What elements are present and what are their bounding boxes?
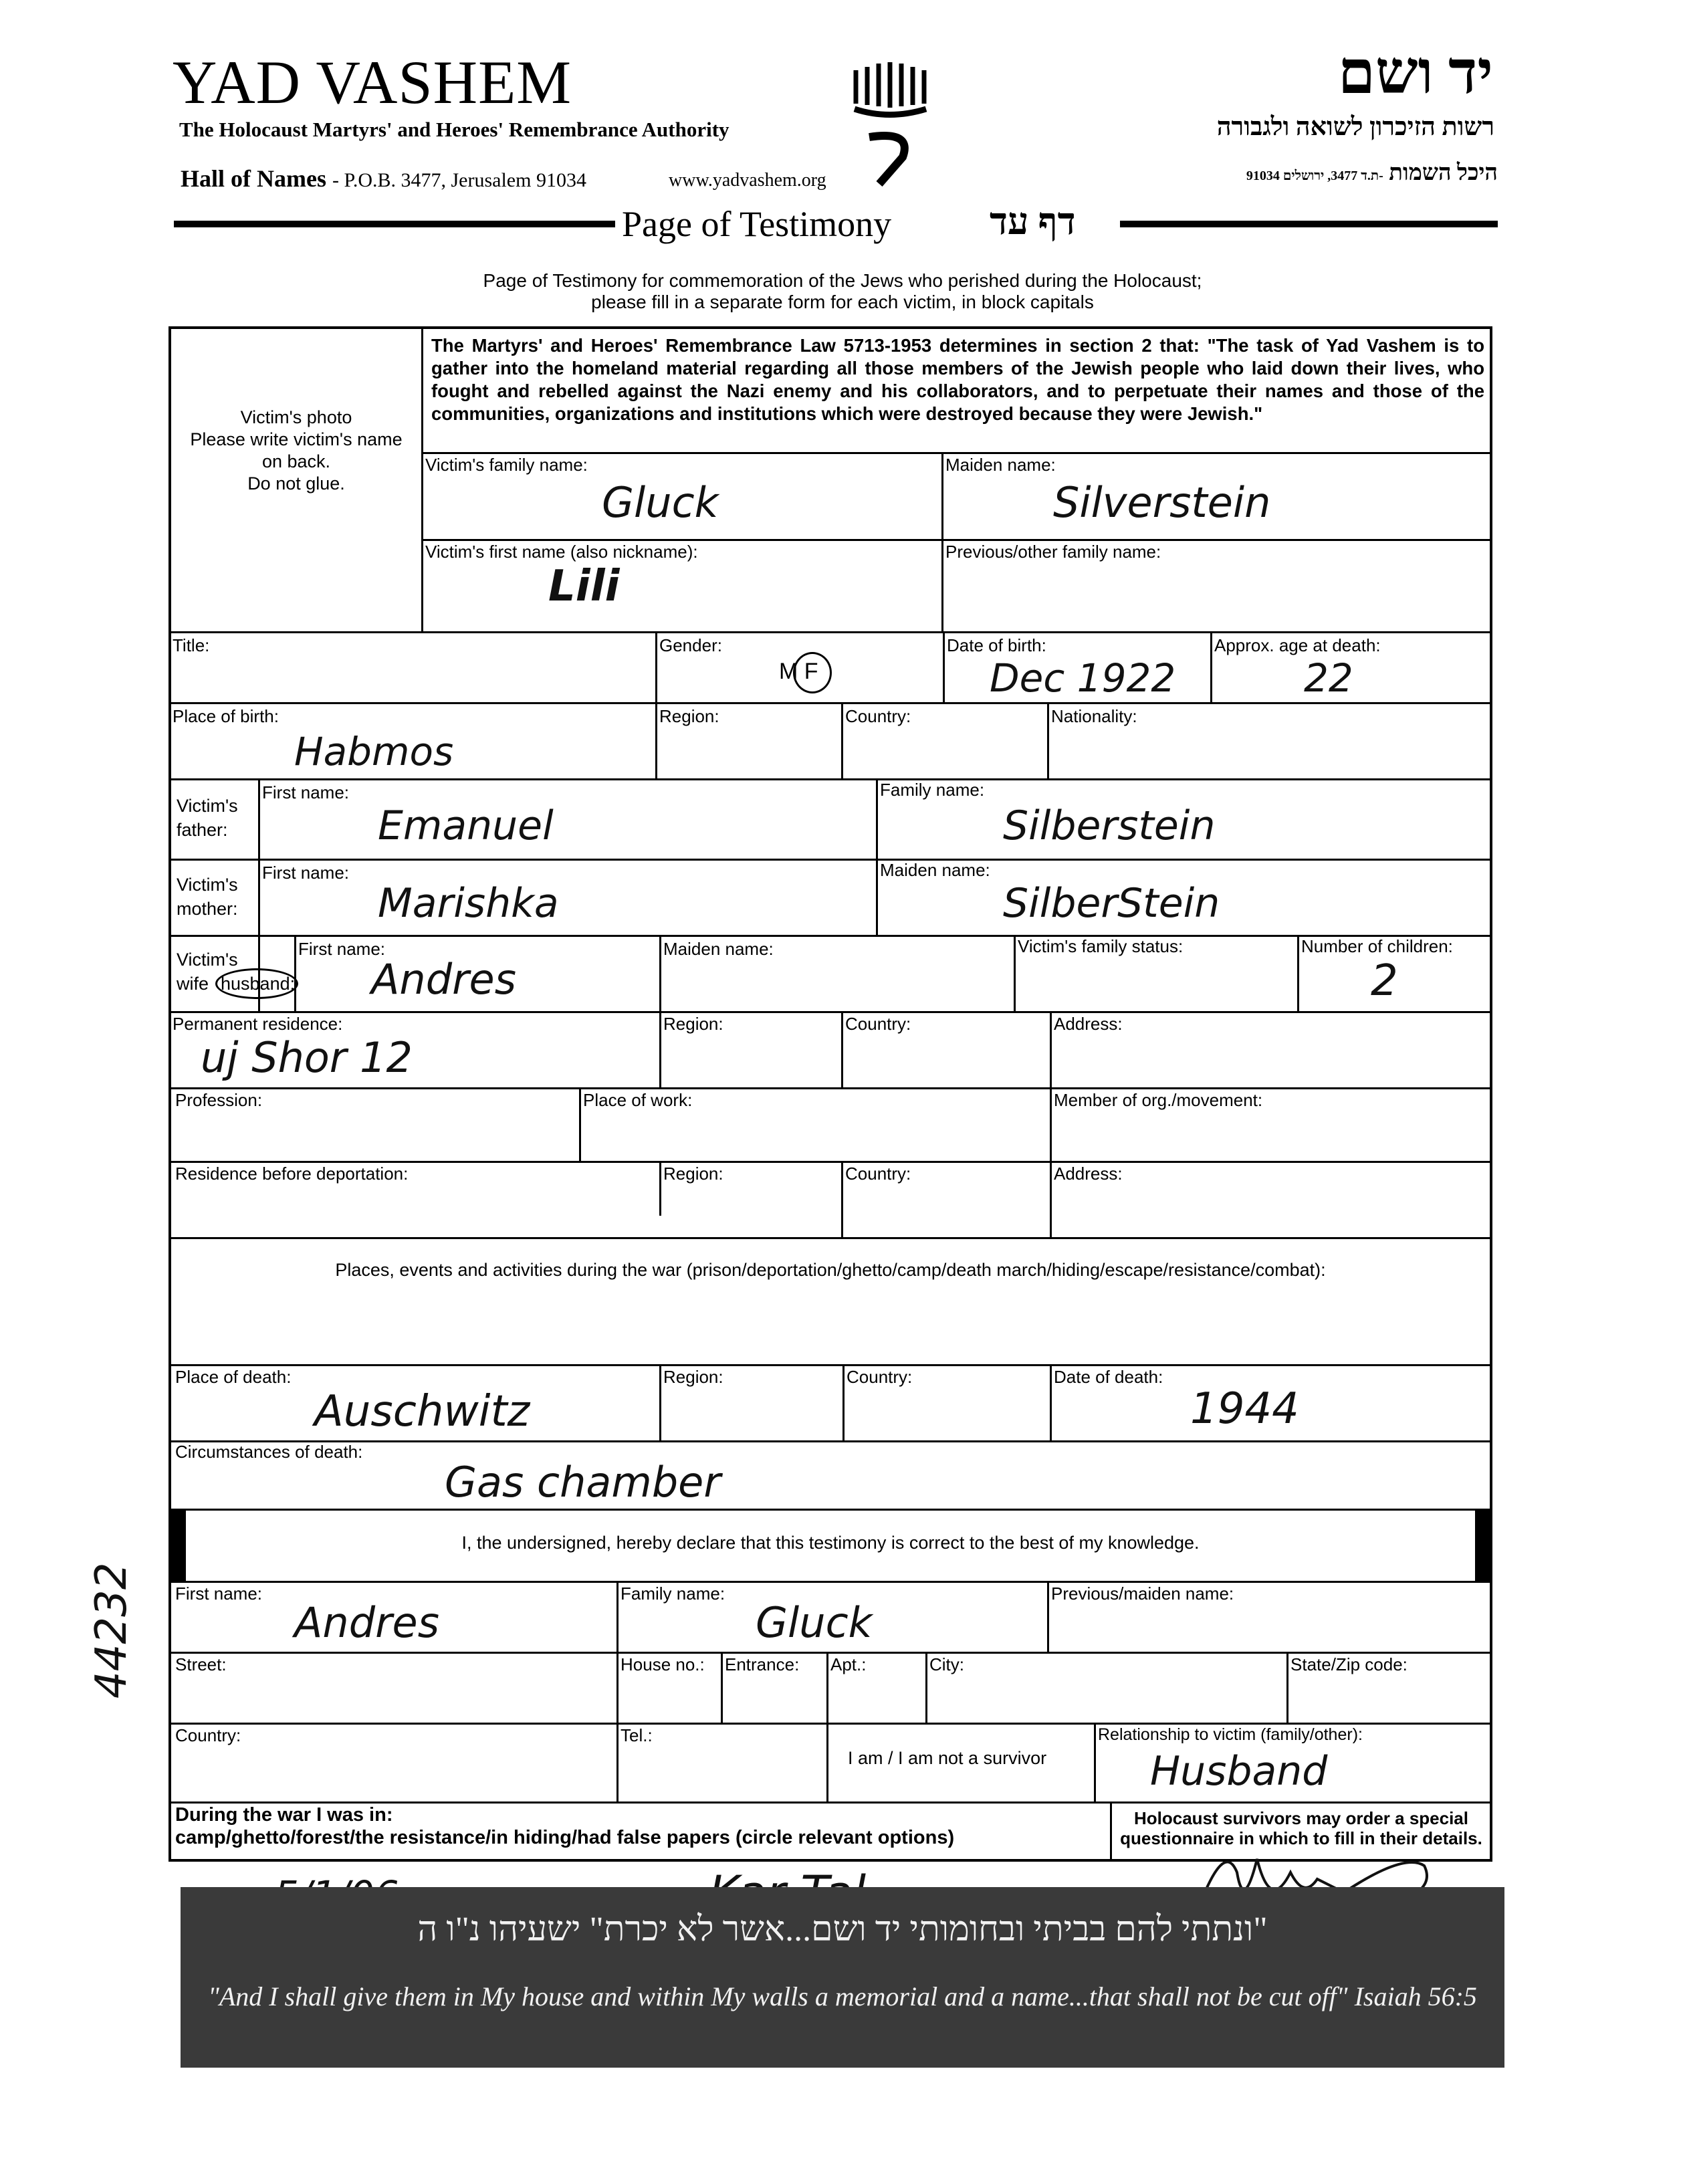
hebrew-quote: "ונתתי להם בביתי ובחומותי יד ושם...אשר לא יכרת" ישעיהו נ"ו ה [417,1910,1268,1949]
row-prof-top [168,1087,1492,1089]
father-first-label: First name: [262,782,350,802]
row-places-top [168,1237,1492,1239]
div-sub-family [1047,1581,1049,1653]
intro-line-2: please fill in a separate form for each victim, in block capitals [591,292,1094,312]
div-region-country [841,702,843,780]
father-family-value[interactable]: Silberstein [1003,802,1216,849]
num-children-value[interactable]: 2 [1371,956,1398,1006]
hebrew-subtitle: רשות הזיכרון לשואה ולגבורה [1216,113,1494,141]
place-birth-label: Place of birth: [173,706,279,726]
row-during-top [168,1801,1492,1804]
circumstances-label: Circumstances of death: [175,1442,363,1462]
website: www.yadvashem.org [669,170,826,191]
row-sub-top [168,1581,1492,1583]
div-house-entrance [721,1652,723,1724]
div-death-region [659,1364,661,1442]
hebrew-hall-line [1160,160,1498,186]
city-label: City: [929,1654,964,1674]
num-children-label: Number of children: [1301,936,1453,956]
survivors-order-line-1: Holocaust survivors may order a special [1134,1808,1468,1828]
div-maiden-status [1014,935,1016,1012]
place-birth-value[interactable]: Habmos [294,729,454,774]
perm-res-label: Permanent residence: [173,1014,343,1034]
spouse-maiden-label: Maiden name: [663,939,774,959]
rb-country-label: Country: [845,1164,911,1184]
date-death-value[interactable]: 1944 [1190,1384,1299,1434]
row-country-top [168,1723,1492,1725]
rb-address-label: Address: [1054,1164,1123,1184]
dob-value[interactable]: Dec 1922 [990,655,1176,701]
photo-divider [421,326,423,633]
div-status-children [1297,935,1299,1012]
title-rule-right [1120,221,1498,227]
hebrew-hall: היכל השמות [1389,160,1498,185]
form-border-top [168,326,1492,329]
row-res-top [168,1011,1492,1013]
margin-number: 44232 [87,1562,136,1699]
row-street-top [168,1652,1492,1654]
birth-region-label: Region: [659,706,719,726]
div-prof-work [579,1087,581,1162]
row-resbefore-top [168,1161,1492,1163]
row-father-top [168,778,1492,780]
apt-label: Apt.: [830,1654,867,1674]
place-work-label: Place of work: [583,1090,693,1110]
hebrew-address: -ת.ד 3477, ירושלים 91034 [1246,169,1383,183]
row-title-top [168,631,1492,633]
photo-line-3: on back. [261,451,331,471]
first-name-value[interactable]: Lili [548,562,620,611]
div-res-address [1050,1011,1052,1238]
mother-label-1: Victim's [177,875,238,895]
country-label: Country: [175,1725,241,1745]
mother-first-value[interactable]: Marishka [378,880,559,927]
sub-first-label: First name: [175,1584,263,1604]
gender-options[interactable]: M F [779,659,818,684]
sub-prev-maiden-label: Previous/maiden name: [1051,1584,1234,1604]
div-country-nat [1047,702,1049,780]
spouse-label-wife[interactable]: wife [177,974,209,994]
circumstances-value[interactable]: Gas chamber [445,1458,721,1507]
org-subtitle: The Holocaust Martyrs' and Heroes' Remembrance Authority [179,118,729,141]
rb-region-label: Region: [663,1164,723,1184]
div-res-country [841,1011,843,1089]
div-city-zip [1286,1652,1288,1724]
survivor-label[interactable]: I am / I am not a survivor [848,1748,1047,1768]
page-title-hebrew: דף עד [990,201,1076,243]
row-death-top [168,1364,1492,1366]
quote-banner [181,1887,1504,2068]
photo-line-4: Do not glue. [247,473,345,494]
res-country-label: Country: [845,1014,911,1034]
div-apt-city [925,1652,927,1724]
intro-line-1: Page of Testimony for commemoration of the Jews who perished during the Holocaust; [483,270,1202,291]
hall-of-names-label: Hall of Names [181,165,326,192]
law-text: The Martyrs' and Heroes' Remembrance Law 5713-1953 determines in section 2 that: "The task of Yad Vashem is to gather into the homeland material regarding all those members of the Jewish people who laid down their lives, who fought and rebelled against the Nazi enemy and his collaborators, and to perpetuate their names and those of the communities, organizations and institutions which were destroyed because they were Jewish." [431,335,1484,424]
spouse-first-label: First name: [298,939,386,959]
first-name-label: Victim's first name (also nickname): [425,542,698,562]
places-events-label: Places, events and activities during the war (prison/deportation/ghetto/camp/death march/hiding/escape/resistance/combat): [335,1260,1326,1280]
row-birth-top [168,702,1492,704]
date-death-label: Date of death: [1054,1367,1163,1387]
profession-label: Profession: [175,1090,263,1110]
page-title: Page of Testimony [622,204,892,244]
name-row-rule [421,539,1491,541]
photo-line-2: Please write victim's name [190,429,403,449]
org-name: YAD VASHEM [173,48,572,116]
spouse-first-value[interactable]: Andres [371,955,516,1004]
div-dob-age [1210,631,1212,703]
house-no-label: House no.: [621,1654,705,1674]
birth-country-label: Country: [845,706,911,726]
tel-label: Tel.: [621,1725,653,1745]
div-spouse-maiden [659,935,661,1216]
mother-maiden-value[interactable]: SilberStein [1003,880,1220,927]
member-org-label: Member of org./movement: [1054,1090,1263,1110]
hebrew-name: יד ושם [1337,40,1493,106]
title-label: Title: [173,635,210,655]
row-circ-top [168,1440,1492,1442]
row-mother-top [168,859,1492,861]
gender-label: Gender: [659,635,722,655]
death-region-label: Region: [663,1367,723,1387]
declaration-text: I, the undersigned, hereby declare that this testimony is correct to the best of my knowledge. [461,1533,1200,1553]
state-zip-label: State/Zip code: [1290,1654,1408,1674]
husband-circle [215,968,298,999]
row-spouse-top [168,935,1492,937]
father-first-value[interactable]: Emanuel [378,802,554,849]
photo-line-1: Victim's photo [240,407,352,427]
row-decl-top [168,1509,1492,1511]
div-survivor-rel [1094,1723,1096,1803]
age-death-value[interactable]: 22 [1304,655,1353,701]
sub-first-value[interactable]: Andres [294,1598,439,1647]
sub-family-label: Family name: [621,1584,725,1604]
photo-box[interactable] [171,407,421,495]
decl-bar-right [1475,1511,1490,1583]
nationality-label: Nationality: [1051,706,1137,726]
during-war-line-1: During the war I was in: [175,1804,393,1826]
family-name-label: Victim's family name: [425,455,588,475]
res-address-label: Address: [1054,1014,1123,1034]
prev-family-label: Previous/other family name: [945,542,1161,562]
mother-label-2: mother: [177,899,238,919]
sub-family-value[interactable]: Gluck [756,1598,873,1647]
mother-first-label: First name: [262,863,350,883]
father-label-1: Victim's [177,796,238,816]
place-death-value[interactable]: Auschwitz [314,1387,530,1436]
decl-bar-left [171,1511,186,1583]
death-country-label: Country: [847,1367,913,1387]
form-border-right [1490,326,1492,1862]
street-label: Street: [175,1654,227,1674]
div-title-gender [655,631,657,780]
mother-maiden-label: Maiden name: [880,860,990,880]
during-war-line-2[interactable]: camp/ghetto/forest/the resistance/in hiding/had false papers (circle relevant options) [175,1827,955,1848]
family-status-label: Victim's family status: [1018,936,1184,956]
law-bottom-rule [421,452,1491,454]
maiden-name-label: Maiden name: [945,455,1056,475]
father-label-2: father: [177,820,228,840]
place-death-label: Place of death: [175,1367,292,1387]
div-gender-dob [943,631,945,703]
survivors-order-line-2: questionnaire in which to fill in their details. [1120,1828,1482,1848]
menorah-logo-icon [849,57,943,191]
form-border-left [168,326,171,1862]
dob-label: Date of birth: [947,635,1046,655]
name-col-divider [941,452,943,633]
spouse-label-1: Victim's [177,950,238,970]
div-rb-country [841,1161,843,1238]
entrance-label: Entrance: [725,1654,800,1674]
div-during-order [1110,1801,1112,1860]
relationship-value[interactable]: Husband [1150,1748,1328,1795]
spouse-label-husband[interactable]: husband: [221,974,296,994]
relationship-label: Relationship to victim (family/other): [1098,1725,1363,1744]
father-family-label: Family name: [880,780,985,800]
english-quote: "And I shall give them in My house and within My walls a memorial and a name...that shall not be cut off" Isaiah 56:5 [208,1981,1477,2011]
title-rule-left [174,221,615,227]
gender-circle [793,652,832,693]
div-death-country [842,1364,845,1442]
hall-address: - P.O.B. 3477, Jerusalem 91034 [332,169,586,191]
res-region-label: Region: [663,1014,723,1034]
div-parent-family [876,778,878,936]
perm-res-value[interactable]: uj Shor 12 [201,1033,413,1082]
res-before-label: Residence before deportation: [175,1164,409,1184]
family-name-value[interactable]: Gluck [602,478,719,527]
div-entrance-apt [826,1652,828,1803]
age-death-label: Approx. age at death: [1214,635,1381,655]
hall-of-names [181,165,586,193]
div-sub-first [616,1581,618,1803]
maiden-name-value[interactable]: Silverstein [1053,478,1271,527]
div-death-date [1050,1364,1052,1442]
